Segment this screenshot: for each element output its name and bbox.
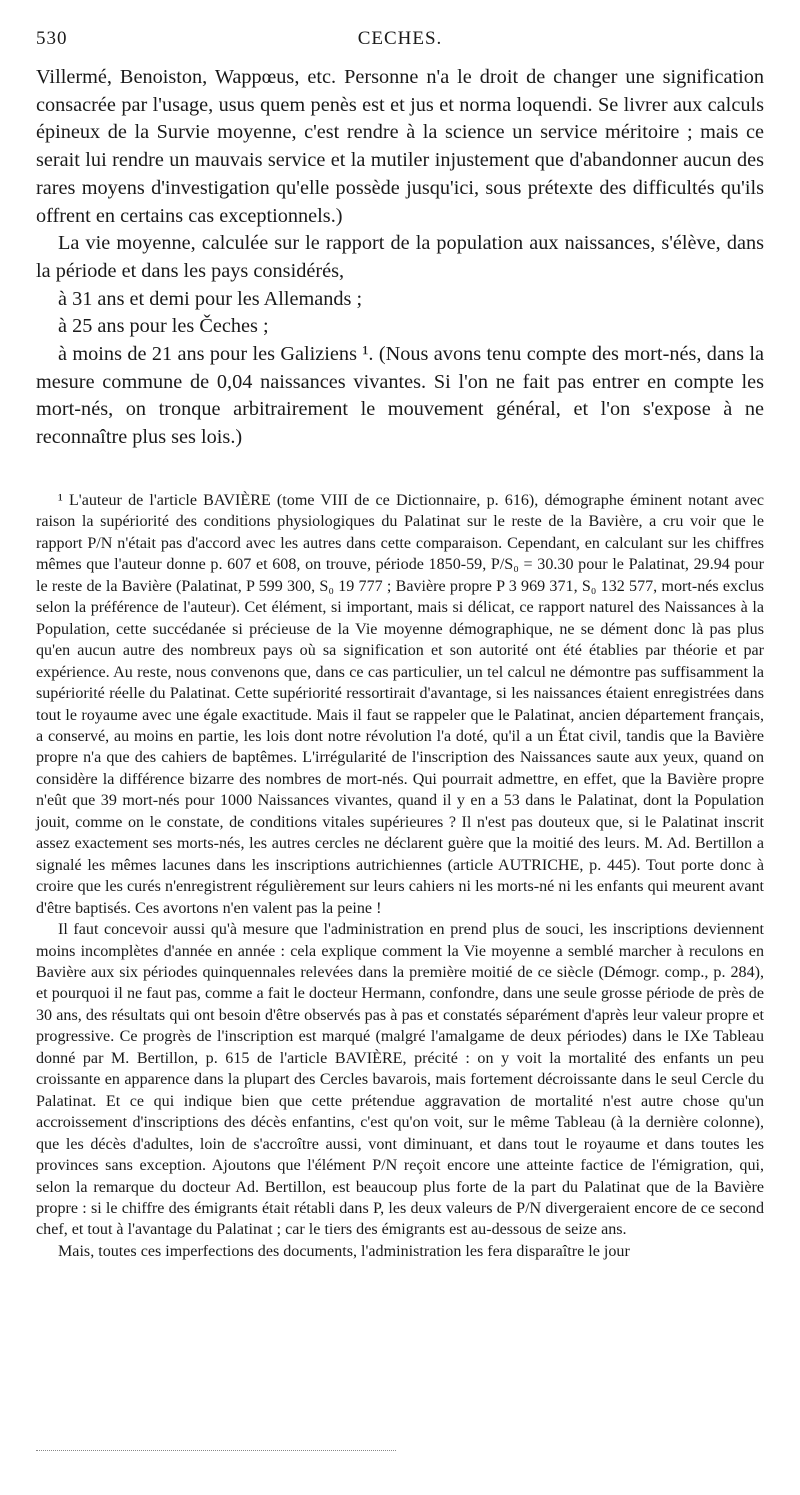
bottom-rule — [36, 1450, 396, 1451]
footnote-1: ¹ L'auteur de l'article BAVIÈRE (tome VIII de ce Dictionnaire, p. 616), démographe éminent notant avec raison la supériorité des conditions physiologiques du Palatinat sur le reste de la Bavière, a cru voir que le rapport P/N n'était pas d'accord avec les autres dans cette comparaison. Cependant, en calculant sur les chiffres mêmes que l'auteur donne p. 607 et 608, on trouve, période 1850-59, P/S₀ = 30.30 pour le Palatinat, 29.94 pour le reste de la Bavière (Palatinat, P 599 300, S₀ 19 777 ; Bavière propre P 3 969 371, S₀ 132 577, mort-nés exclus selon la préférence de l'auteur). Cet élément, si important, mais si délicat, ce rapport naturel des Naissances à la Population, cette succédanée si précieuse de la Vie moyenne démographique, ne se dément donc là pas plus qu'en aucun autre des nombreux pays où sa signification et son autorité ont été établies par théorie et par expérience. Au reste, nous convenons que, dans ce cas particulier, un tel calcul ne démontre pas suffisamment la supériorité réelle du Palatinat. Cette supériorité ressortirait d'avantage, si les naissances étaient enregistrées dans tout le royaume avec une égale exactitude. Mais il faut se rappeler que le Palatinat, ancien département français, a conservé, au moins en partie, les lois dont notre révolution l'a doté, qu'il a un État civil, tandis que la Bavière propre n'a que des cahiers de baptêmes. L'irrégularité de l'inscription des Naissances saute aux yeux, quand on considère la différence bizarre des nombres de mort-nés. Qui pourrait admettre, en effet, que la Bavière propre n'eût que 39 mort-nés pour 1000 Naissances vivantes, quand il y en a 53 dans le Palatinat, dont la Population jouit, comme on le constate, de conditions vitales supérieures ? Il n'est pas douteux que, si le Palatinat inscrit assez exactement ses morts-nés, les autres cercles ne déclarent guère que la moitié des leurs. M. Ad. Bertillon a signalé les mêmes lacunes dans les inscriptions autrichiennes (article AUTRICHE, p. 445). Tout porte donc à croire que les curés n'enregistrent régulièrement sur leurs cahiers ni les morts-né ni les enfants qui meurent avant d'être baptisés. Ces avortons n'en valent pas la peine ! — [36, 492, 764, 917]
list-item-ceches: à 25 ans pour les Čeches ; — [58, 315, 269, 338]
page-header — [36, 28, 764, 58]
paragraph-galiziens: à moins de 21 ans pour les Galiziens ¹. (Nous avons tenu compte des mort-nés, dans la mesure commune de 0,04 naissances vivantes. Si l'on ne fait pas entrer en compte les mort-nés, on tronque arbitrairement le mouvement général, et l'on s'expose à ne reconnaître plus ses lois.) — [36, 343, 764, 449]
footnote-continuation: Il faut concevoir aussi qu'à mesure que l'administration en prend plus de souci, les inscriptions deviennent moins incomplètes d'année en année : cela explique comment la Vie moyenne a semblé marcher à reculons en Bavière aux six périodes quinquennales relevées dans la première moitié de ce siècle (Démogr. comp., p. 284), et pourquoi il ne faut pas, comme a fait le docteur Hermann, confondre, dans une seule grosse période de près de 30 ans, des résultats qui ont besoin d'être observés pas à pas et constatés séparément d'après leur valeur propre et progressive. Ce progrès de l'inscription est marqué (malgré l'amalgame de deux périodes) dans le IXe Tableau donné par M. Bertillon, p. 615 de l'article BAVIÈRE, précité : on y voit la mortalité des enfants un peu croissante en apparence dans la plupart des Cercles bavarois, mais fortement décroissante dans le seul Cercle du Palatinat. Et ce qui indique bien que cette prétendue aggravation de mortalité n'est autre chose qu'un accroissement d'inscriptions des décès enfantins, c'est qu'on voit, sur le même Tableau (à la dernière colonne), que les décès d'adultes, loin de s'accroître aussi, vont diminuant, et dans tout le royaume et dans toutes les provinces sans exception. Ajoutons que l'élément P/N reçoit encore une atteinte factice de l'émigration, qui, selon la remarque du docteur Ad. Bertillon, est beaucoup plus forte de la part du Palatinat que de la Bavière propre : si le chiffre des émigrants était rétabli dans P, les deux valeurs de P/N divergeraient encore de ce second chef, et tout à l'avantage du Palatinat ; car le tiers des émigrants est au-dessous de seize ans. — [36, 921, 764, 1239]
footnote-final-line: Mais, toutes ces imperfections des documents, l'administration les fera disparaître le jour — [58, 1242, 630, 1260]
paragraph-continuation: Villermé, Benoiston, Wappœus, etc. Personne n'a le droit de changer une signification consacrée par l'usage, usus quem penès est et jus et norma loquendi. Se livrer aux calculs épineux de la Survie moyenne, c'est rendre à la science un service méritoire ; mais ce serait lui rendre un mauvais service et la mutiler injustement que d'abandonner aucun des rares moyens d'investigation qu'elle possède jusqu'ici, sous prétexte des difficultés qu'ils offrent en certains cas exceptionnels.) — [36, 66, 764, 227]
list-item-allemands: à 31 ans et demi pour les Allemands ; — [58, 287, 363, 310]
main-text — [36, 64, 764, 452]
running-title: CECHES. — [357, 28, 443, 49]
paragraph-vie-moyenne: La vie moyenne, calculée sur le rapport de la population aux naissances, s'élève, dans la période et dans les pays considérés, — [36, 232, 764, 282]
page-number: 530 — [36, 28, 68, 49]
footnotes — [36, 490, 764, 1262]
